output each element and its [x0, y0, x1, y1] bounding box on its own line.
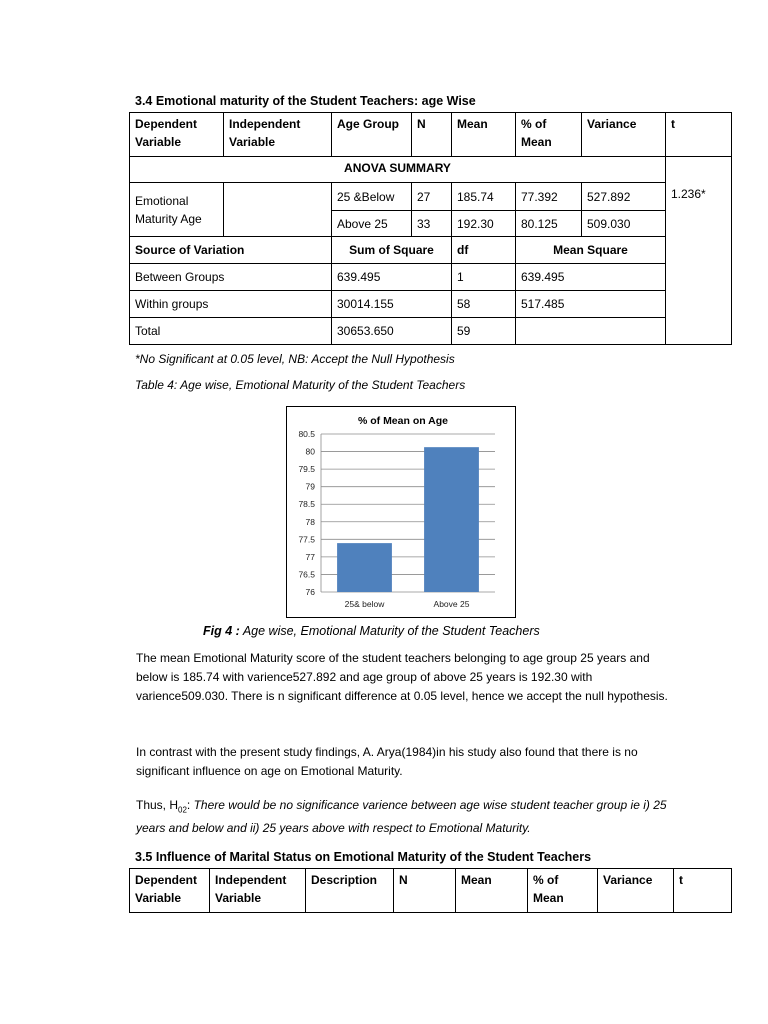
bar — [337, 543, 392, 592]
anova-header-ss: Sum of Square — [332, 237, 452, 264]
pct-mean-age-chart — [286, 406, 516, 618]
y-tick-label: 76 — [305, 587, 315, 597]
header-n: N — [412, 113, 452, 157]
header-n: N — [394, 869, 456, 913]
mean-cell: 185.74 — [452, 183, 516, 211]
header-t: t — [674, 869, 732, 913]
x-category-label: 25& below — [344, 599, 385, 609]
age-group-cell: Above 25 — [332, 211, 412, 237]
header-dependent-variable: Dependent Variable — [130, 113, 224, 157]
header-mean: Mean — [452, 113, 516, 157]
y-tick-label: 79 — [305, 481, 315, 492]
header-description: Description — [306, 869, 394, 913]
y-tick-label: 80 — [305, 446, 315, 457]
t-value-cell — [666, 157, 732, 345]
header-variance: Variance — [598, 869, 674, 913]
hypothesis-text: There would be no significance varience between age wise student teacher group ie i) 25 years and below and ii) 25 years above with respect to Emotional Maturity. — [136, 798, 667, 836]
paragraph-contrast: In contrast with the present study findings, A. Arya(1984)in his study also found that there is no significant influence on age on Emotional Maturity. — [136, 745, 638, 778]
age-group-cell: 25 &Below — [332, 183, 412, 211]
variance-cell: 509.030 — [582, 211, 666, 237]
header-variance: Variance — [582, 113, 666, 157]
anova-ss-cell: 639.495 — [332, 264, 452, 291]
x-category-label: Above 25 — [433, 599, 470, 609]
anova-header-df: df — [452, 237, 516, 264]
independent-variable-cell — [224, 183, 332, 237]
anova-source-cell: Total — [130, 318, 332, 345]
dependent-variable-cell: Emotional Maturity Age — [130, 183, 224, 237]
mean-cell: 192.30 — [452, 211, 516, 237]
y-tick-label: 76.5 — [298, 569, 315, 580]
bar — [424, 447, 479, 592]
t-value: 1.236* — [671, 187, 706, 201]
y-tick-label: 77 — [305, 551, 315, 562]
section-heading-3-4: 3.4 Emotional maturity of the Student Teachers: age Wise — [135, 94, 476, 108]
anova-ms-cell — [516, 318, 666, 345]
header-age-group: Age Group — [332, 113, 412, 157]
anova-header-ms: Mean Square — [516, 237, 666, 264]
y-tick-label: 78 — [305, 516, 315, 527]
header-mean: Mean — [456, 869, 528, 913]
header-independent-variable: Independent Variable — [224, 113, 332, 157]
anova-source-cell: Within groups — [130, 291, 332, 318]
n-cell: 33 — [412, 211, 452, 237]
figure-label: Fig 4 : — [203, 624, 240, 638]
chart-title: % of Mean on Age — [357, 415, 449, 427]
header-dependent-variable: Dependent Variable — [130, 869, 210, 913]
figure-caption — [203, 624, 540, 638]
hypothesis-prefix: Thus, H — [136, 798, 179, 812]
y-tick-label: 80.5 — [298, 429, 315, 439]
y-tick-label: 77.5 — [298, 534, 315, 545]
header-t: t — [666, 113, 732, 157]
header-independent-variable: Independent Variable — [210, 869, 306, 913]
table-caption: Table 4: Age wise, Emotional Maturity of the Student Teachers — [135, 378, 466, 392]
section-heading-3-5: 3.5 Influence of Marital Status on Emotional Maturity of the Student Teachers — [135, 850, 592, 864]
y-tick-label: 79.5 — [298, 464, 315, 475]
pct-mean-cell: 80.125 — [516, 211, 582, 237]
marital-status-table — [129, 868, 732, 913]
anova-df-cell: 59 — [452, 318, 516, 345]
table-footnote: *No Significant at 0.05 level, NB: Accept the Null Hypothesis — [135, 352, 455, 366]
variance-cell: 527.892 — [582, 183, 666, 211]
figure-caption-text: Age wise, Emotional Maturity of the Student Teachers — [239, 624, 540, 638]
pct-mean-cell: 77.392 — [516, 183, 582, 211]
anova-source-cell: Between Groups — [130, 264, 332, 291]
anova-ms-cell: 517.485 — [516, 291, 666, 318]
anova-df-cell: 58 — [452, 291, 516, 318]
paragraph-results: The mean Emotional Maturity score of the student teachers belonging to age group 25 years and below is 185.74 with varience527.892 and age group of above 25 years is 192.30 with varience509.030. There is n significant difference at 0.05 level, hence we accept the null hypothesis. — [136, 651, 668, 703]
age-wise-table — [129, 112, 732, 345]
n-cell: 27 — [412, 183, 452, 211]
header-pct-of-mean: % of Mean — [516, 113, 582, 157]
hypothesis-subscript: 02 — [178, 805, 187, 815]
anova-ss-cell: 30653.650 — [332, 318, 452, 345]
anova-df-cell: 1 — [452, 264, 516, 291]
chart-svg — [287, 407, 515, 617]
hypothesis-colon: : — [186, 798, 191, 812]
paragraph-hypothesis — [136, 796, 676, 838]
anova-ms-cell: 639.495 — [516, 264, 666, 291]
y-tick-label: 78.5 — [298, 499, 315, 510]
anova-summary-title: ANOVA SUMMARY — [130, 157, 666, 183]
anova-header-source: Source of Variation — [130, 237, 332, 264]
anova-ss-cell: 30014.155 — [332, 291, 452, 318]
header-pct-of-mean: % of Mean — [528, 869, 598, 913]
